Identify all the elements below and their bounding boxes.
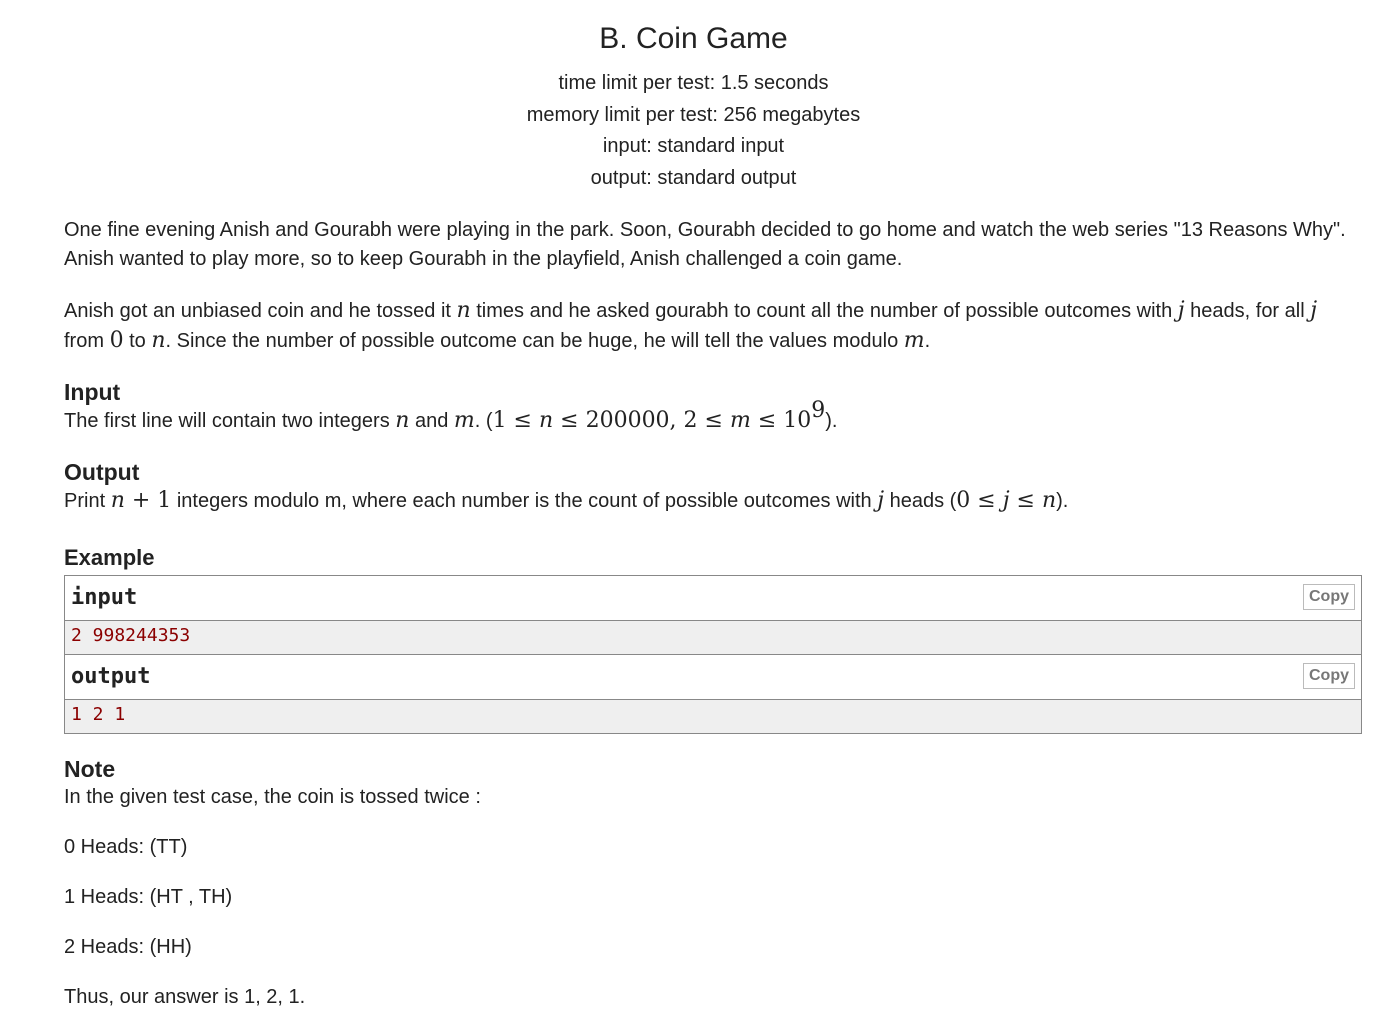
- math-text: 1 ≤: [492, 408, 539, 433]
- text-run: heads, for all: [1184, 300, 1311, 322]
- text-run: Print: [64, 490, 111, 512]
- math-text: + 1: [124, 488, 172, 513]
- legend-paragraph-2: [64, 296, 1361, 356]
- text-run: ).: [1056, 490, 1069, 512]
- input-section-title: Input: [64, 379, 121, 405]
- problem-header: [0, 0, 1387, 194]
- math-n: n: [395, 408, 410, 433]
- copy-input-button[interactable]: Copy: [1303, 584, 1355, 610]
- text-run: . Since the number of possible outcome can be huge, he will tell the values modulo: [165, 330, 904, 352]
- math-n: n: [456, 298, 471, 323]
- example-output-header: [65, 655, 1361, 700]
- example-output-value[interactable]: 1 2 1: [65, 700, 1361, 733]
- output-spec: output: standard output: [590, 166, 797, 189]
- problem-statement: [64, 216, 1361, 570]
- math-zero: 0: [109, 328, 124, 353]
- note-line: 2 Heads: (HH): [64, 936, 192, 958]
- memory-limit: memory limit per test: 256 megabytes: [526, 103, 861, 126]
- math-text: ≤ 10: [750, 408, 812, 433]
- text-run: to: [123, 330, 152, 352]
- text-run: The first line will contain two integers: [64, 410, 396, 432]
- example-output-label: output: [71, 664, 151, 689]
- text-run: times and he asked gourabh to count all the number of possible outcomes with: [470, 300, 1178, 322]
- note-line: Thus, our answer is 1, 2, 1.: [64, 986, 306, 1008]
- math-n: n: [151, 328, 166, 353]
- math-n: n: [1041, 488, 1057, 513]
- text-run: ).: [825, 410, 838, 432]
- note-title: Note: [64, 756, 116, 782]
- note-line: 1 Heads: (HT , TH): [64, 886, 233, 908]
- time-limit: time limit per test: 1.5 seconds: [558, 72, 829, 94]
- math-j: j: [877, 488, 885, 513]
- example-title: Example: [64, 545, 155, 570]
- note-line: In the given test case, the coin is tossed twice :: [64, 786, 481, 808]
- text-run: .: [924, 330, 931, 352]
- problem-title: B. Coin Game: [599, 22, 788, 55]
- input-spec: input: standard input: [602, 135, 785, 157]
- input-section: [64, 378, 1361, 436]
- text-run: from: [64, 330, 110, 352]
- math-m: m: [729, 408, 751, 433]
- math-j: j: [1310, 298, 1318, 323]
- math-n: n: [538, 408, 554, 433]
- text-run: . (: [474, 410, 493, 432]
- math-exponent: 9: [811, 398, 826, 423]
- example-box: [64, 575, 1362, 734]
- output-section-title: Output: [64, 459, 140, 485]
- math-j: j: [1177, 298, 1185, 323]
- text-run: Anish got an unbiased coin and he tossed it: [64, 300, 457, 322]
- example-input-header: [65, 576, 1361, 621]
- math-text: 0 ≤: [956, 488, 1003, 513]
- example-input-value[interactable]: 2 998244353: [65, 621, 1361, 655]
- math-n: n: [110, 488, 125, 513]
- output-description: [64, 486, 1361, 516]
- text-run: and: [409, 410, 454, 432]
- math-m: m: [453, 408, 475, 433]
- math-m: m: [903, 328, 925, 353]
- note-line: 0 Heads: (TT): [64, 836, 188, 858]
- text-run: heads (: [884, 490, 957, 512]
- text-run: integers modulo m, where each number is the count of possible outcomes with: [171, 490, 878, 512]
- note-section: [64, 755, 1361, 1012]
- legend-paragraph-1: One fine evening Anish and Gourabh were playing in the park. Soon, Gourabh decided to go home and watch the web series "13 Reasons Why". Anish wanted to play more, so to keep Gourabh in the playfield, Anish challenged a coin game.: [64, 219, 1346, 270]
- copy-output-button[interactable]: Copy: [1303, 663, 1355, 689]
- math-text: ≤: [1009, 488, 1042, 513]
- math-j: j: [1002, 488, 1010, 513]
- output-section: [64, 458, 1361, 516]
- math-text: ≤ 200000, 2 ≤: [553, 408, 730, 433]
- input-description: [64, 398, 1361, 436]
- example-input-label: input: [71, 585, 138, 610]
